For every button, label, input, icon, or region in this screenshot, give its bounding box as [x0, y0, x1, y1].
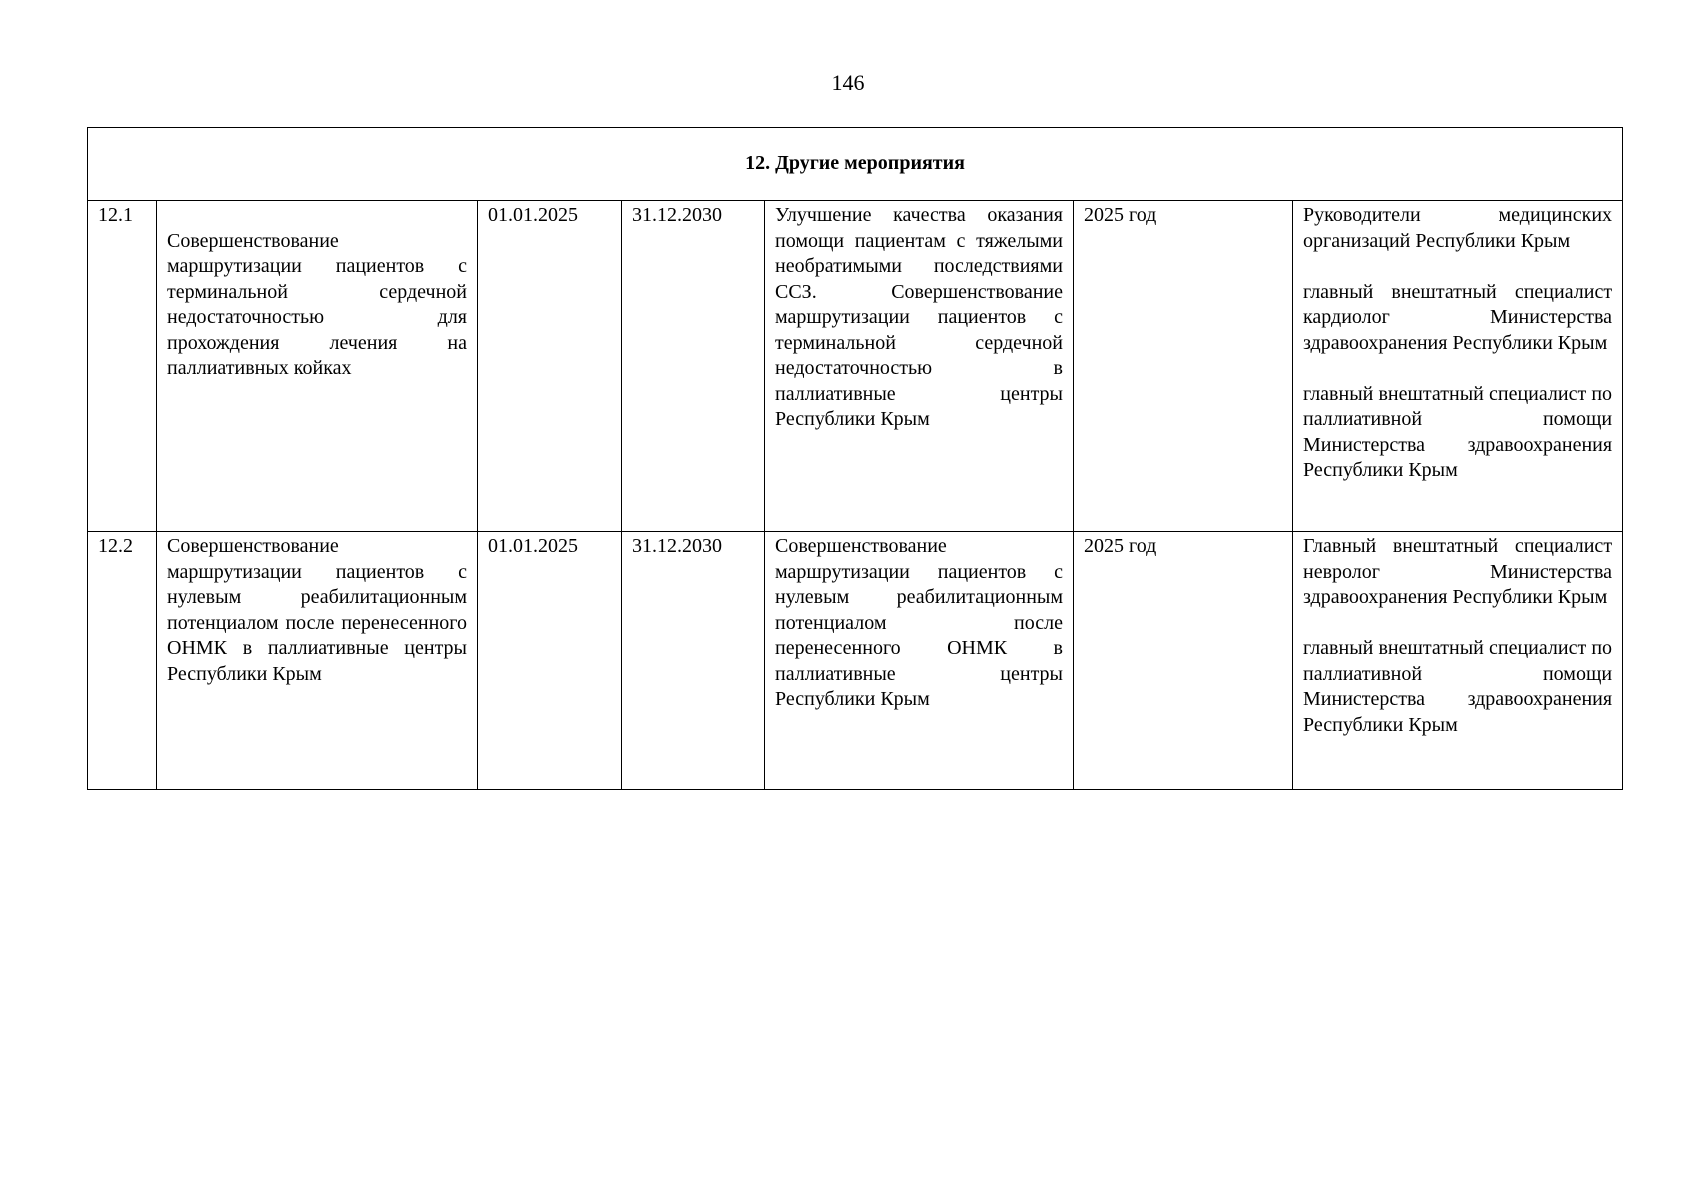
event-description: Совершенствование маршрутизации пациентов с терминальной сердечной недостаточностью для прохождения лечения на паллиативных койках [167, 229, 467, 379]
year-cell: 2025 год [1074, 532, 1293, 790]
page-number: 146 [831, 70, 865, 95]
event-description: Совершенствование маршрутизации пациентов с нулевым реабилитационным потенциалом после перенесенного ОНМК в паллиативные центры Республики Крым [157, 532, 478, 790]
responsible-cell [1293, 532, 1623, 790]
end-date: 31.12.2030 [622, 201, 765, 532]
cell-top-gap [167, 203, 467, 229]
responsible-cell [1293, 201, 1623, 532]
responsible-item: главный внештатный специалист кардиолог Министерства здравоохранения Республики Крым [1303, 280, 1613, 354]
section-header-row [88, 128, 1623, 201]
paragraph-gap [1303, 254, 1612, 280]
responsible-item: Главный внештатный специалист невролог Министерства здравоохранения Республики Крым [1303, 535, 1613, 608]
paragraph-gap [1303, 611, 1612, 637]
table-row [88, 201, 1623, 532]
responsible-item: главный внештатный специалист по паллиативной помощи Министерства здравоохранения Республики Крым [1303, 382, 1613, 481]
responsible-item: Руководители медицинских организаций Республики Крым [1303, 204, 1613, 252]
end-date: 31.12.2030 [622, 532, 765, 790]
start-date: 01.01.2025 [478, 201, 622, 532]
result-description: Улучшение качества оказания помощи пациентам с тяжелыми необратимыми последствиями ССЗ. Совершенствование маршрутизации пациентов с терминальной сердечной недостаточностью в паллиативные центры Республики Крым [765, 201, 1074, 532]
year-cell: 2025 год [1074, 201, 1293, 532]
row-number: 12.1 [88, 201, 157, 532]
row-number: 12.2 [88, 532, 157, 790]
responsible-item: главный внештатный специалист по паллиативной помощи Министерства здравоохранения Республики Крым [1303, 637, 1613, 736]
start-date: 01.01.2025 [478, 532, 622, 790]
result-description: Совершенствование маршрутизации пациентов с нулевым реабилитационным потенциалом после перенесенного ОНМК в паллиативные центры Республики Крым [765, 532, 1074, 790]
activities-table [87, 127, 1623, 790]
section-title: 12. Другие мероприятия [88, 128, 1623, 201]
table-row [88, 532, 1623, 790]
paragraph-gap [1303, 356, 1612, 382]
event-cell [157, 201, 478, 532]
